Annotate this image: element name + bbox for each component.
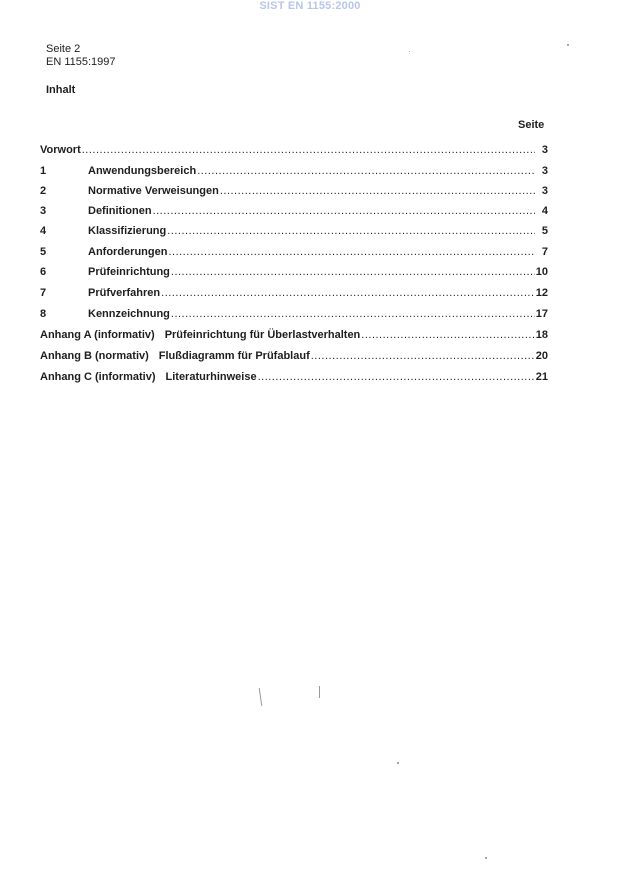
toc-entry-title: Anforderungen <box>88 246 168 258</box>
scan-mark <box>259 688 262 706</box>
toc-entry-5[interactable] <box>40 246 548 260</box>
toc-heading: Inhalt <box>46 84 76 96</box>
toc-entry-page: 18 <box>535 329 548 341</box>
toc-entry-number: 2 <box>40 185 47 197</box>
scan-speck <box>397 762 399 764</box>
dot-leader <box>361 329 534 341</box>
toc-entry-title: Definitionen <box>88 205 152 217</box>
toc-entry-vorwort[interactable] <box>40 144 548 158</box>
document-id: EN 1155:1997 <box>46 56 116 68</box>
toc-entry-6[interactable] <box>40 266 548 280</box>
dot-leader <box>168 246 535 258</box>
dot-leader <box>153 205 535 217</box>
toc-entry-7[interactable] <box>40 287 548 301</box>
page-column-heading: Seite <box>518 119 545 131</box>
toc-entry-title: Literaturhinweise <box>165 371 257 383</box>
toc-entry-page: 3 <box>541 144 548 156</box>
toc-entry-page: 21 <box>535 371 548 383</box>
toc-entry-number: 8 <box>40 308 47 320</box>
dot-leader <box>220 185 535 197</box>
toc-entry-title: Anwendungsbereich <box>88 165 197 177</box>
scan-speck <box>485 857 487 859</box>
scan-mark <box>319 686 320 698</box>
dot-leader <box>171 266 535 278</box>
toc-entry-annex-c[interactable] <box>40 371 548 385</box>
toc-entry-number: 6 <box>40 266 47 278</box>
toc-entry-1[interactable] <box>40 165 548 179</box>
toc-entry-title: Klassifizierung <box>88 225 167 237</box>
toc-entry-8[interactable] <box>40 308 548 322</box>
dot-leader <box>171 308 535 320</box>
toc-entry-title: Kennzeichnung <box>88 308 170 320</box>
dot-leader <box>167 225 535 237</box>
toc-entry-page: 20 <box>535 350 548 362</box>
toc-entry-2[interactable] <box>40 185 548 199</box>
toc-entry-title: Prüfeinrichtung <box>88 266 170 278</box>
toc-entry-page: 3 <box>541 185 548 197</box>
toc-entry-page: 7 <box>541 246 548 258</box>
toc-entry-number: 7 <box>40 287 47 299</box>
toc-entry-page: 12 <box>535 287 548 299</box>
toc-entry-page: 10 <box>535 266 548 278</box>
dot-leader <box>82 144 535 156</box>
toc-entry-number: Anhang C (informativ) <box>40 371 156 383</box>
toc-entry-number: Anhang B (normativ) <box>40 350 149 362</box>
page-label: Seite 2 <box>46 43 81 55</box>
dot-leader <box>311 350 535 362</box>
toc-entry-3[interactable] <box>40 205 548 219</box>
toc-entry-page: 17 <box>535 308 548 320</box>
toc-entry-annex-a[interactable] <box>40 329 548 343</box>
scan-speck <box>409 51 410 52</box>
toc-entry-number: 4 <box>40 225 47 237</box>
toc-entry-number: 5 <box>40 246 47 258</box>
dot-leader <box>258 371 535 383</box>
toc-entry-annex-b[interactable] <box>40 350 548 364</box>
scan-speck <box>567 44 569 46</box>
page-header <box>46 43 116 69</box>
toc-entry-title: Vorwort <box>40 144 81 156</box>
toc-entry-4[interactable] <box>40 225 548 239</box>
watermark: SIST EN 1155:2000 <box>259 0 361 12</box>
toc-entry-title: Flußdiagramm für Prüfablauf <box>158 350 310 362</box>
toc-entry-title: Normative Verweisungen <box>88 185 219 197</box>
toc-entry-title: Prüfverfahren <box>88 287 161 299</box>
toc-entry-number: Anhang A (informativ) <box>40 329 155 341</box>
toc-entry-page: 4 <box>541 205 548 217</box>
toc-entry-number: 3 <box>40 205 47 217</box>
dot-leader <box>197 165 535 177</box>
toc-entry-page: 5 <box>541 225 548 237</box>
toc-entry-number: 1 <box>40 165 47 177</box>
toc-entry-title: Prüfeinrichtung für Überlastverhalten <box>164 329 361 341</box>
toc-entry-page: 3 <box>541 165 548 177</box>
dot-leader <box>161 287 535 299</box>
